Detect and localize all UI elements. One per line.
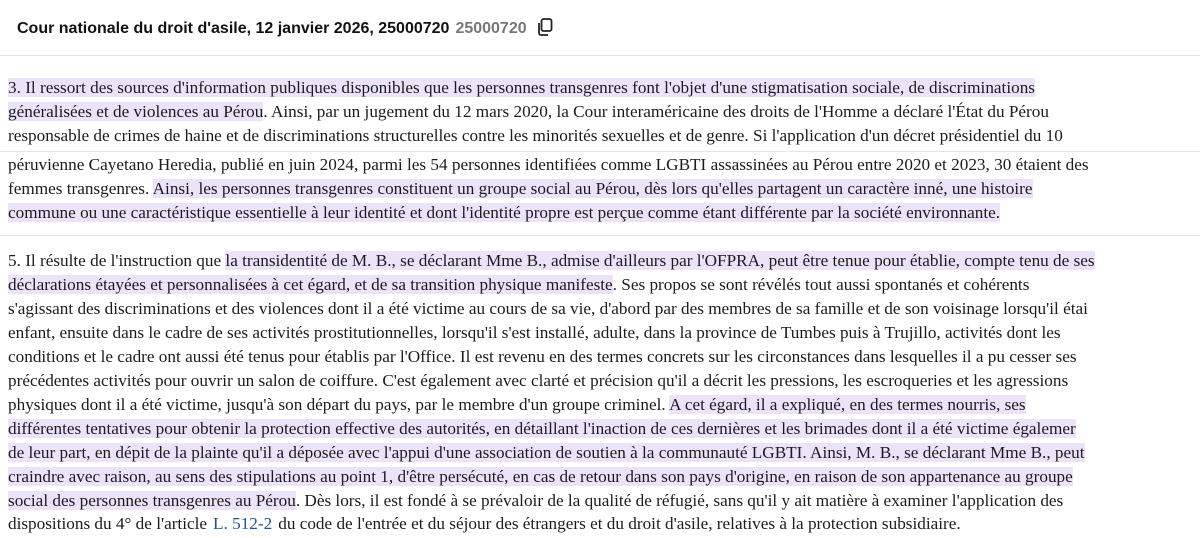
paragraph-4-line-2 bbox=[8, 177, 1033, 201]
paragraph-3-line-2 bbox=[8, 100, 1049, 124]
paragraph-text: responsable de crimes de haine et de discriminations structurelles contre les minorités sexuelles et de genre. Si l'application d'un décret présidentiel du 10 bbox=[8, 126, 1063, 145]
paragraph-5-line-1 bbox=[8, 249, 1095, 273]
highlighted-text: social des personnes transgenres au Pérou bbox=[8, 491, 296, 510]
paragraph-text: précédentes activités pour ouvrir un salon de coiffure. C'est également avec clarté et précision qu'il a décrit les pressions, les escroqueries et les agressions bbox=[8, 371, 1069, 390]
section-divider bbox=[0, 235, 1200, 236]
highlighted-text: Ainsi, les personnes transgenres constituent un groupe social au Pérou, dès lors qu'elles partagent un caractère inné, une histoire bbox=[152, 179, 1033, 198]
paragraph-5-line-3 bbox=[8, 297, 1088, 321]
paragraph-5-line-6 bbox=[8, 369, 1068, 393]
paragraph-text: . Dès lors, il est fondé à se prévaloir de la qualité de réfugié, sans qu'il y ait matière à examiner l'application des bbox=[295, 491, 1064, 510]
paragraph-5-line-8 bbox=[8, 417, 1076, 441]
document-number: 25000720 bbox=[455, 20, 527, 37]
highlighted-text: 3. Il ressort des sources d'information publiques disponibles que les personnes transgenres font l'objet d'une stigmatisation sociale, de discriminations bbox=[8, 78, 1035, 97]
highlighted-text: la transidentité de M. B., se déclarant Mme B., admise d'ailleurs par l'OFPRA, peut être tenue pour établie, compte tenu de ses bbox=[225, 251, 1095, 270]
paragraph-text: du code de l'entrée et du séjour des étrangers et du droit d'asile, relatives à la protection subsidiaire. bbox=[278, 514, 961, 533]
highlighted-text: A cet égard, il a expliqué, en des termes nourris, ses bbox=[669, 395, 1026, 414]
paragraph-5-line-12 bbox=[8, 512, 961, 536]
paragraph-5-line-11 bbox=[8, 489, 1063, 513]
section-divider bbox=[0, 151, 1200, 152]
paragraph-5-line-4 bbox=[8, 321, 1061, 345]
paragraph-text: péruvienne Cayetano Heredia, publié en juin 2024, parmi les 54 personnes identifiées comme LGBTI assassinées au Pérou entre 2020 et 2023, 30 étaient des bbox=[8, 155, 1089, 174]
highlighted-text: craindre avec raison, au sens des stipulations au point 1, d'être persécuté, en cas de retour dans son pays d'origine, en raison de son appartenance au groupe bbox=[8, 467, 1073, 486]
paragraph-5-line-2 bbox=[8, 273, 1029, 297]
copy-icon[interactable] bbox=[537, 18, 553, 36]
paragraph-4-line-1 bbox=[8, 153, 1089, 177]
paragraph-4-line-3 bbox=[8, 201, 1000, 225]
paragraph-5-line-9 bbox=[8, 441, 1085, 465]
document-header bbox=[0, 0, 1200, 56]
paragraph-text: enfant, ensuite dans le cadre de ses activités prostitutionnelles, lorsqu'il s'est installé, adulte, dans la province de Tumbes puis à Trujillo, activités dont les bbox=[8, 323, 1061, 342]
highlighted-text: de leur part, en dépit de la plainte qu'il a déposée avec l'appui d'une association de soutien à la communauté LGBTI. Ainsi, M. B., se déclarant Mme B., peut bbox=[8, 443, 1085, 462]
paragraph-3-line-3 bbox=[8, 124, 1063, 148]
paragraph-text: dispositions du 4° de l'article bbox=[8, 514, 208, 533]
paragraph-text: 5. Il résulte de l'instruction que bbox=[8, 251, 226, 270]
paragraph-5-line-10 bbox=[8, 465, 1073, 489]
paragraph-5-line-5 bbox=[8, 345, 1077, 369]
highlighted-text: différentes tentatives pour obtenir la protection effective des autorités, en détaillant l'inaction de ces dernières et les brimades dont il a été victime égalemer bbox=[8, 419, 1076, 438]
paragraph-text: physiques dont il a été victime, jusqu'à son départ du pays, par le membre d'un groupe criminel. bbox=[8, 395, 670, 414]
paragraph-5-line-7 bbox=[8, 393, 1026, 417]
paragraph-text: femmes transgenres. bbox=[8, 179, 153, 198]
highlighted-text: commune ou une caractéristique essentielle à leur identité et dont l'identité propre est perçue comme étant différente par la société environnante. bbox=[8, 203, 1001, 222]
paragraph-3-line-1 bbox=[8, 76, 1035, 100]
paragraph-text: . Ainsi, par un jugement du 12 mars 2020, la Cour interaméricaine des droits de l'Homme a déclaré l'État du Pérou bbox=[263, 102, 1049, 121]
paragraph-text: . Ses propos se sont révélés tout aussi spontanés et cohérents bbox=[612, 275, 1030, 294]
document-title bbox=[17, 18, 553, 38]
paragraph-text: s'agissant des discriminations et des violences dont il a été victime au cours de sa vie, d'abord par des membres de sa famille et de son voisinage lorsqu'il étai bbox=[8, 299, 1088, 318]
document-title-text: Cour nationale du droit d'asile, 12 janvier 2026, 25000720 bbox=[17, 20, 450, 37]
article-link[interactable]: L. 512-2 bbox=[213, 514, 273, 533]
paragraph-text: conditions et le cadre ont aussi été tenus pour établis par l'Office. Il est revenu en des termes concrets sur les circonstances dans lesquelles il a pu cesser ses bbox=[8, 347, 1077, 366]
highlighted-text: généralisées et de violences au Pérou bbox=[8, 102, 264, 121]
highlighted-text: déclarations étayées et personnalisées à cet égard, et de sa transition physique manifeste bbox=[8, 275, 613, 294]
